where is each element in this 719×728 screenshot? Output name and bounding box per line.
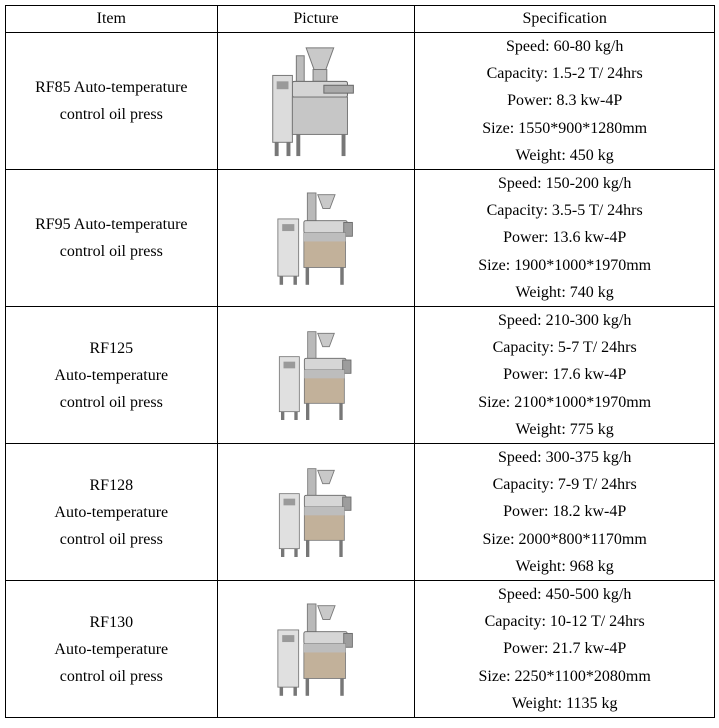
spec-capacity: Capacity: 10-12 T/ 24hrs	[484, 613, 645, 631]
spec-size: Size: 1900*1000*1970mm	[478, 256, 652, 274]
table-row	[6, 307, 715, 444]
spec-power: Power: 17.6 kw-4P	[503, 366, 627, 384]
spec-table	[5, 5, 715, 718]
spec-power: Power: 18.2 kw-4P	[503, 503, 627, 521]
item-cell	[6, 33, 218, 170]
spec-cell	[415, 307, 715, 444]
spec-size: Size: 2250*1100*2080mm	[478, 667, 651, 685]
spec-size: Size: 1550*900*1280mm	[482, 119, 648, 137]
item-name-line: control oil press	[59, 393, 163, 411]
spec-speed: Speed: 450-500 kg/h	[498, 586, 632, 604]
spec-cell	[415, 33, 715, 170]
oil-press-machine-icon	[262, 462, 370, 562]
table-row	[6, 581, 715, 718]
item-name-line: control oil press	[59, 667, 163, 685]
item-name-line: RF130	[89, 613, 134, 631]
spec-capacity: Capacity: 3.5-5 T/ 24hrs	[486, 202, 643, 220]
item-cell	[6, 170, 218, 307]
header-specification: Specification	[415, 6, 715, 33]
oil-press-machine-icon	[266, 42, 366, 160]
table-header-row	[6, 6, 715, 33]
spec-weight: Weight: 775 kg	[515, 420, 614, 438]
table-row	[6, 170, 715, 307]
item-name-line: RF128	[89, 476, 134, 494]
spec-power: Power: 8.3 kw-4P	[507, 92, 623, 110]
picture-cell	[217, 444, 415, 581]
spec-size: Size: 2100*1000*1970mm	[478, 393, 652, 411]
spec-capacity: Capacity: 7-9 T/ 24hrs	[492, 476, 637, 494]
spec-capacity: Capacity: 5-7 T/ 24hrs	[492, 339, 637, 357]
item-name-line: control oil press	[59, 243, 163, 261]
spec-weight: Weight: 740 kg	[515, 283, 614, 301]
spec-weight: Weight: 968 kg	[515, 557, 614, 575]
oil-press-machine-icon	[260, 597, 372, 701]
spec-cell	[415, 581, 715, 718]
spec-power: Power: 21.7 kw-4P	[503, 640, 627, 658]
picture-cell	[217, 307, 415, 444]
spec-weight: Weight: 450 kg	[515, 146, 614, 164]
spec-capacity: Capacity: 1.5-2 T/ 24hrs	[486, 65, 643, 83]
item-cell	[6, 444, 218, 581]
item-name-line: RF85 Auto-temperature	[35, 79, 188, 96]
item-name-line: control oil press	[59, 530, 163, 548]
spec-speed: Speed: 300-375 kg/h	[498, 449, 632, 467]
item-cell	[6, 307, 218, 444]
item-name-line: RF125	[89, 339, 134, 357]
item-name-line: Auto-temperature	[54, 366, 169, 384]
spec-weight: Weight: 1135 kg	[511, 694, 618, 712]
header-item: Item	[6, 6, 218, 33]
picture-cell	[217, 581, 415, 718]
spec-cell	[415, 170, 715, 307]
header-picture: Picture	[217, 6, 415, 33]
table-row	[6, 444, 715, 581]
picture-cell	[217, 170, 415, 307]
item-name-line: control oil press	[59, 106, 163, 123]
spec-cell	[415, 444, 715, 581]
spec-speed: Speed: 210-300 kg/h	[498, 312, 632, 330]
oil-press-machine-icon	[262, 325, 370, 425]
item-cell	[6, 581, 218, 718]
oil-press-machine-icon	[257, 186, 375, 290]
spec-size: Size: 2000*800*1170mm	[482, 530, 647, 548]
table-row	[6, 33, 715, 170]
spec-power: Power: 13.6 kw-4P	[503, 229, 627, 247]
spec-speed: Speed: 60-80 kg/h	[506, 38, 624, 55]
spec-speed: Speed: 150-200 kg/h	[498, 175, 632, 193]
item-name-line: Auto-temperature	[54, 640, 169, 658]
item-name-line: Auto-temperature	[54, 503, 169, 521]
item-name-line: RF95 Auto-temperature	[35, 216, 188, 234]
picture-cell	[217, 33, 415, 170]
